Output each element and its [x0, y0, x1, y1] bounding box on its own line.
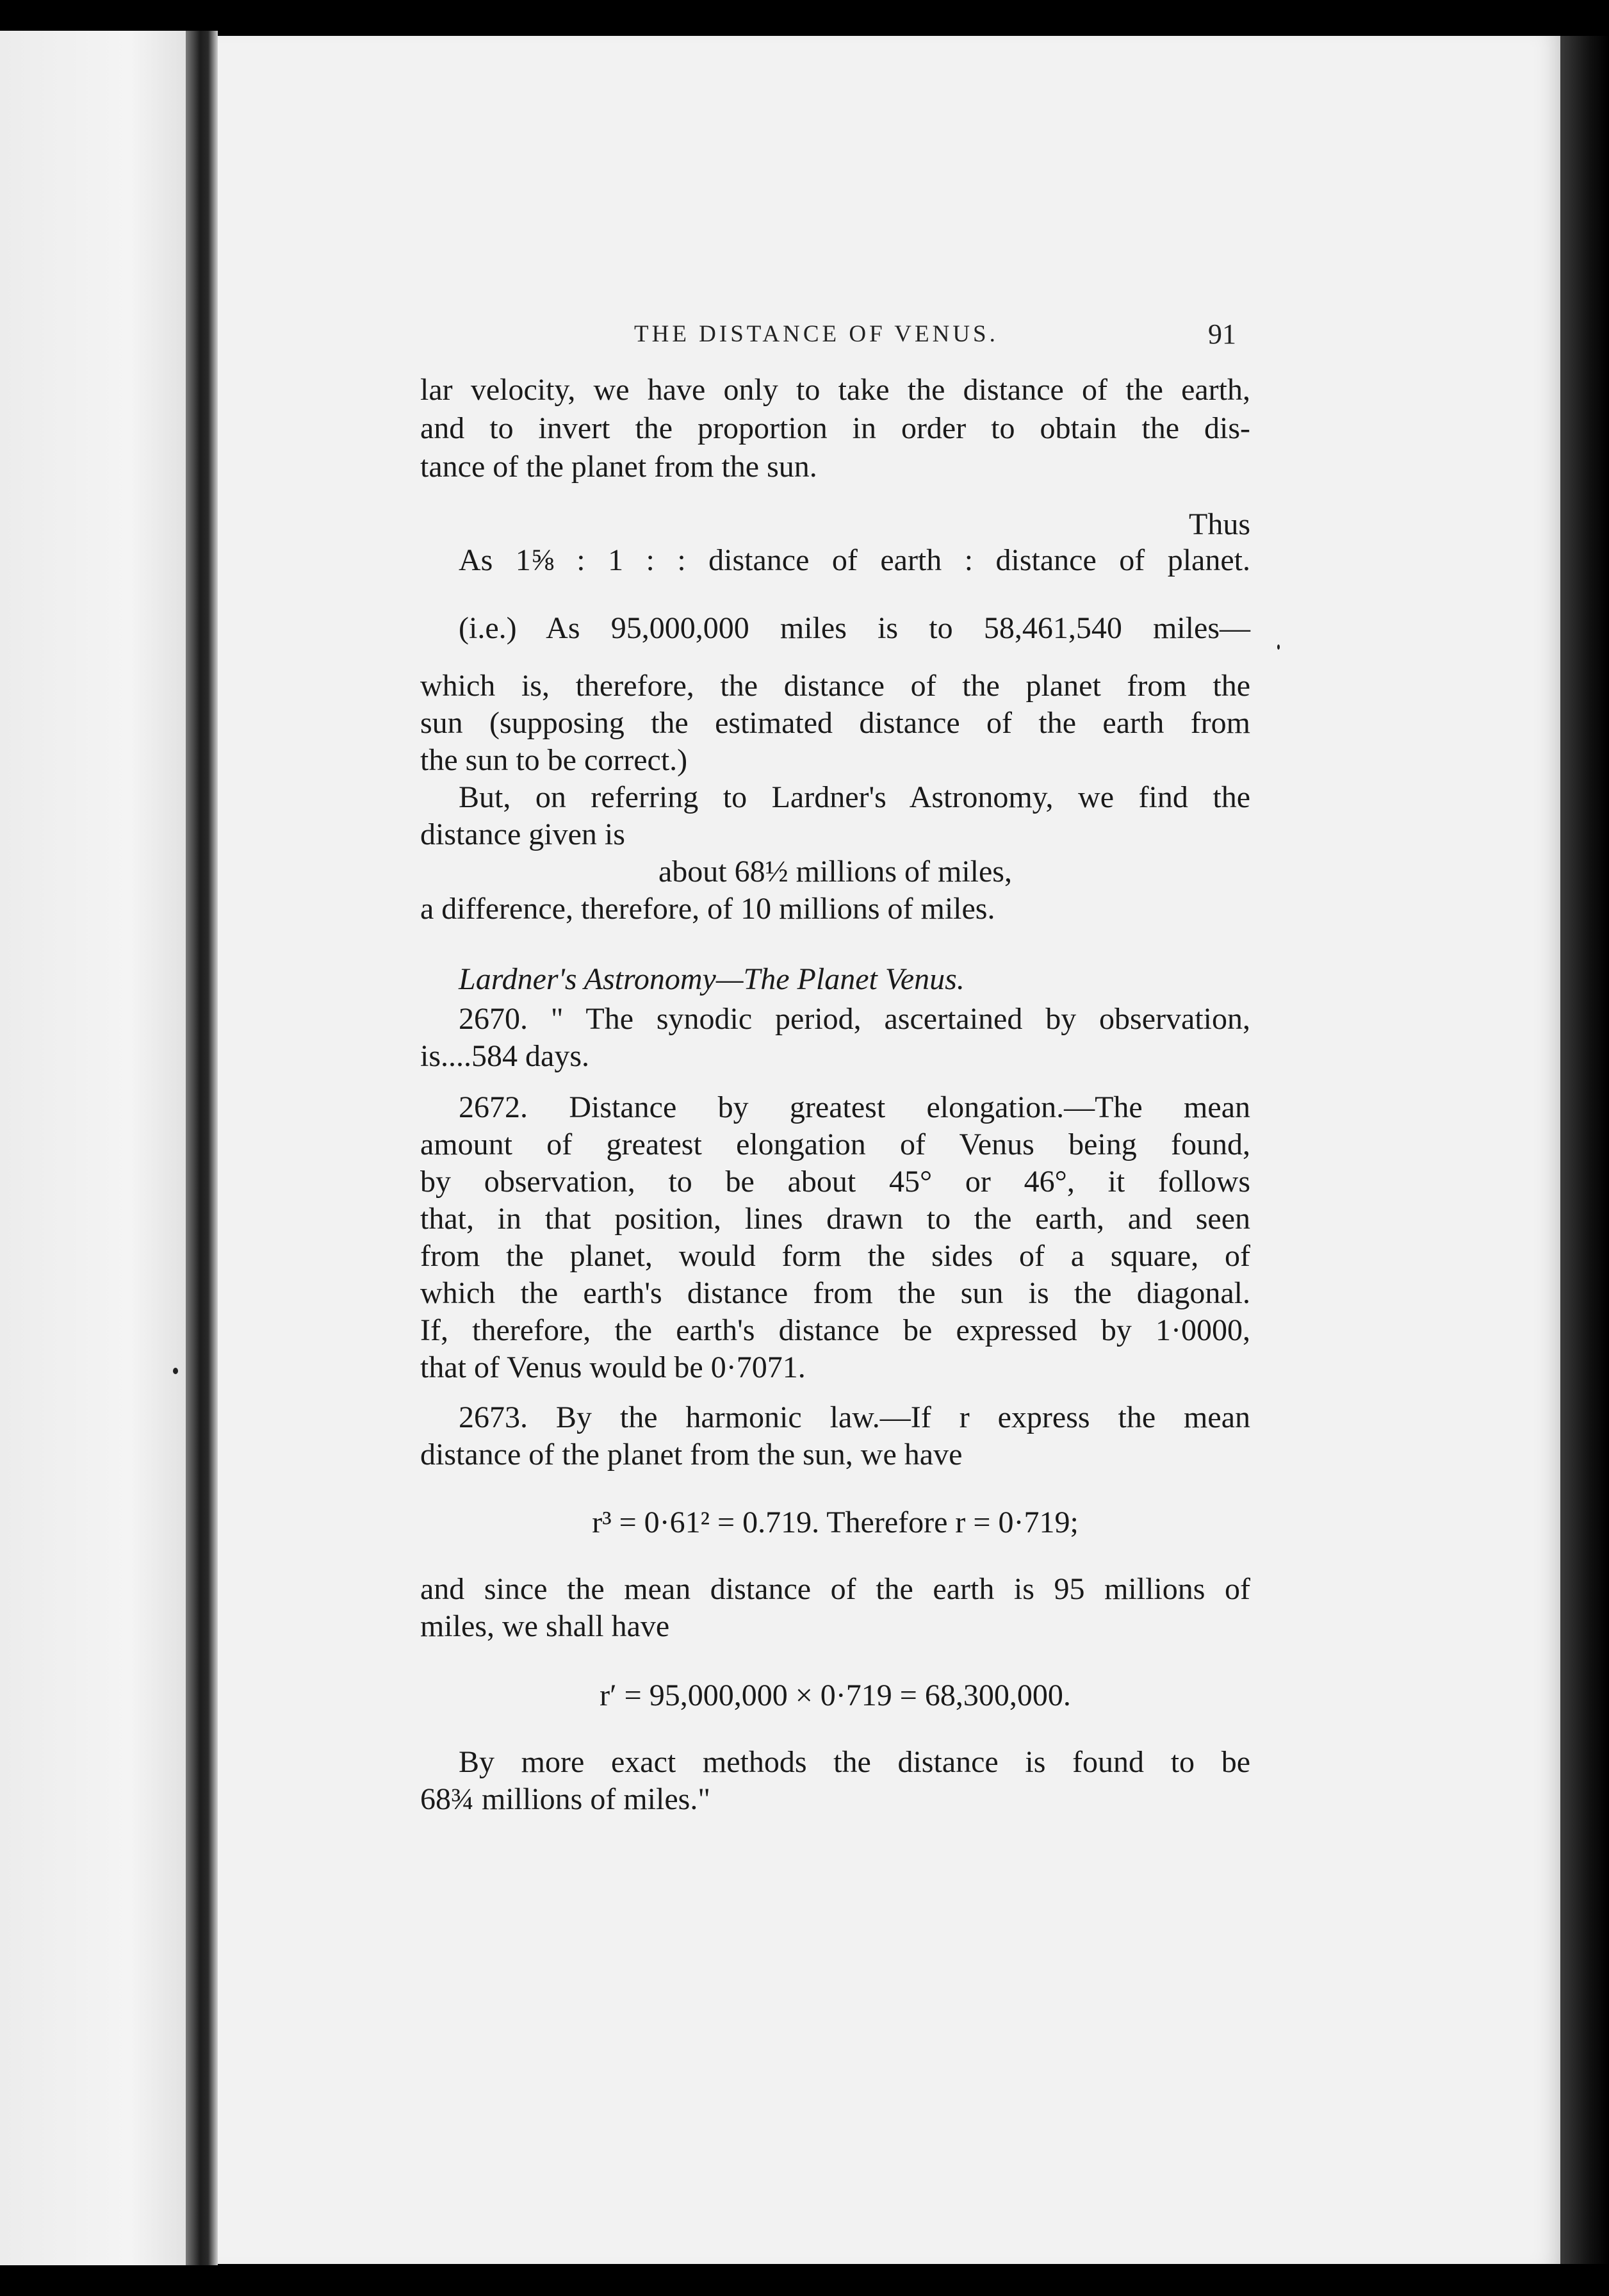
text-line: amount of greatest elongation of Venus being found,	[420, 1128, 1250, 1161]
text-line: and to invert the proportion in order to obtain the dis-	[420, 411, 1250, 445]
citation-heading: Lardner's Astronomy—The Planet Venus.	[459, 962, 965, 996]
text-line: But, on referring to Lardner's Astronomy, we find the	[459, 780, 1250, 814]
page-edge-shadow	[1560, 36, 1609, 2264]
text-line: (i.e.) As 95,000,000 miles is to 58,461,540 miles—	[459, 611, 1250, 645]
text-line: by observation, to be about 45° or 46°, it follows	[420, 1165, 1250, 1199]
text-line: which is, therefore, the distance of the planet from the	[420, 669, 1250, 703]
text-line: Thus	[1189, 507, 1250, 541]
text-line: about 68½ millions of miles,	[658, 855, 1012, 889]
text-line: the sun to be correct.)	[420, 743, 688, 777]
text-line: miles, we shall have	[420, 1609, 670, 1643]
text-line: a difference, therefore, of 10 millions of miles.	[420, 892, 995, 926]
text-line: is....584 days.	[420, 1039, 589, 1073]
scan-speck	[1277, 644, 1280, 650]
text-line: By more exact methods the distance is found to be	[459, 1745, 1250, 1779]
text-line: and since the mean distance of the earth is 95 millions of	[420, 1572, 1250, 1606]
text-line: lar velocity, we have only to take the distance of the earth,	[420, 373, 1250, 407]
text-line: 68¾ millions of miles."	[420, 1782, 710, 1816]
text-line: that of Venus would be 0·7071.	[420, 1350, 806, 1384]
text-line: from the planet, would form the sides of a square, of	[420, 1239, 1250, 1273]
text-line: tance of the planet from the sun.	[420, 450, 817, 484]
scan-speck	[173, 1368, 178, 1374]
text-line: 2672. Distance by greatest elongation.—The mean	[459, 1090, 1250, 1124]
equation-line: r³ = 0·61² = 0.719. Therefore r = 0·719;	[592, 1505, 1079, 1539]
text-line: that, in that position, lines drawn to the earth, and seen	[420, 1202, 1250, 1236]
running-head: THE DISTANCE OF VENUS.	[634, 321, 999, 347]
text-line: sun (supposing the estimated distance of the earth from	[420, 706, 1250, 740]
text-line: distance of the planet from the sun, we have	[420, 1438, 963, 1472]
equation-line: r′ = 95,000,000 × 0·719 = 68,300,000.	[600, 1678, 1071, 1712]
left-page-edge	[0, 31, 186, 2265]
text-line: distance given is	[420, 817, 625, 851]
text-line: If, therefore, the earth's distance be expressed by 1·0000,	[420, 1313, 1250, 1347]
text-line: 2670. " The synodic period, ascertained by observation,	[459, 1002, 1250, 1036]
book-gutter	[186, 31, 218, 2265]
text-line: 2673. By the harmonic law.—If r express the mean	[459, 1400, 1250, 1434]
proportion-line: As 1⅝ : 1 : : distance of earth : distance of planet.	[459, 543, 1250, 577]
text-line: which the earth's distance from the sun is the diagonal.	[420, 1276, 1250, 1310]
page-number: 91	[1208, 318, 1236, 350]
